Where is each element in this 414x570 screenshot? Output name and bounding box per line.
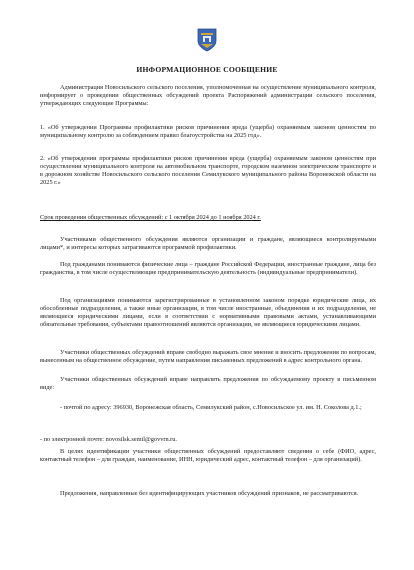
no-identification-paragraph: Предложения, направленные без идентифицирующих участников обсуждений признаков, не рассматриваются.: [60, 490, 359, 497]
identification-paragraph: В целях идентификации участники общественных обсуждений предоставляют сведения о себе (ФИО, адрес, контактный телефон – для граждан, наименование, ИНН, юридический адрес, контактный телефон – для организаций).: [40, 448, 376, 463]
coat-of-arms-icon: [197, 28, 217, 52]
participants-paragraph: Участниками общественного обсуждения являются организации и граждане, являющиеся контролируемыми лицами*, и интересы которых затрагиваются программой профилактики.: [40, 236, 376, 251]
document-title: ИНФОРМАЦИОННОЕ СООБЩЕНИЕ: [136, 65, 278, 74]
organizations-definition: Под организациями понимаются зарегистрированные в установленном законом порядке юридические лица, их обособленные подразделения, а также иные организации, в том числе иностранные, объединения и их подразделения, не являющиеся юридическими лицами, если в соответствии с нормативными правовыми актами, устанавливающими обязательные требования, субъектами правоотношений являются организации, не являющиеся юридическими лицами.: [40, 297, 376, 328]
intro-paragraph: Администрация Новосильского сельского поселения, уполномоченная на осуществление муниципального контроля, информирует о проведении общественных обсуждений проекта Распоряжений администрации сельского поселения, утверждающих следующие Программы:: [40, 84, 376, 107]
postal-address: - почтой по адресу: 396930, Воронежская область, Семилукский район, с.Новосильское ул. им. Н. Соколова д.1.;: [60, 404, 362, 411]
program-item-2: 2. «Об утверждении программы профилактики рисков причинения вреда (ущерба) охраняемым законом ценностям при осуществлении муниципального контроля на автомобильном транспорте, городском наземном электрическом транспорте и в дорожном хозяйстве Новосильского сельского поселения Семилукского муниципального района Воронежской области на 2025 г.»: [40, 155, 376, 186]
email-address: - по электронной почте: novosilsk.semil@govvrn.ru.: [40, 436, 178, 443]
rights-paragraph: Участники общественных обсуждений вправе свободно выражать свое мнение и вносить предложения по вопросам, вынесенным на общественное обсуждение, путем направления письменных предложений в адрес контрольного органа.: [40, 349, 376, 364]
deadline-text: Срок проведения общественных обсуждений: с 1 октября 2024 до 1 ноября 2024 г.: [40, 214, 261, 221]
send-method-paragraph: Участники общественных обсуждений вправе направлять предложения по обсуждаемому проекту в письменном виде:: [40, 376, 376, 391]
citizens-definition: Под гражданами понимаются физические лица – граждане Российской Федерации, иностранные граждане, лица без гражданства, в том числе осуществляющие предпринимательскую деятельность (индивидуальные предприниматели).: [40, 261, 376, 276]
program-item-1: 1. «Об утверждении Программы профилактики рисков причинения вреда (ущерба) охраняемым законом ценностям по муниципальному контролю за соблюдением правил благоустройства на 2025 год».: [40, 124, 376, 139]
